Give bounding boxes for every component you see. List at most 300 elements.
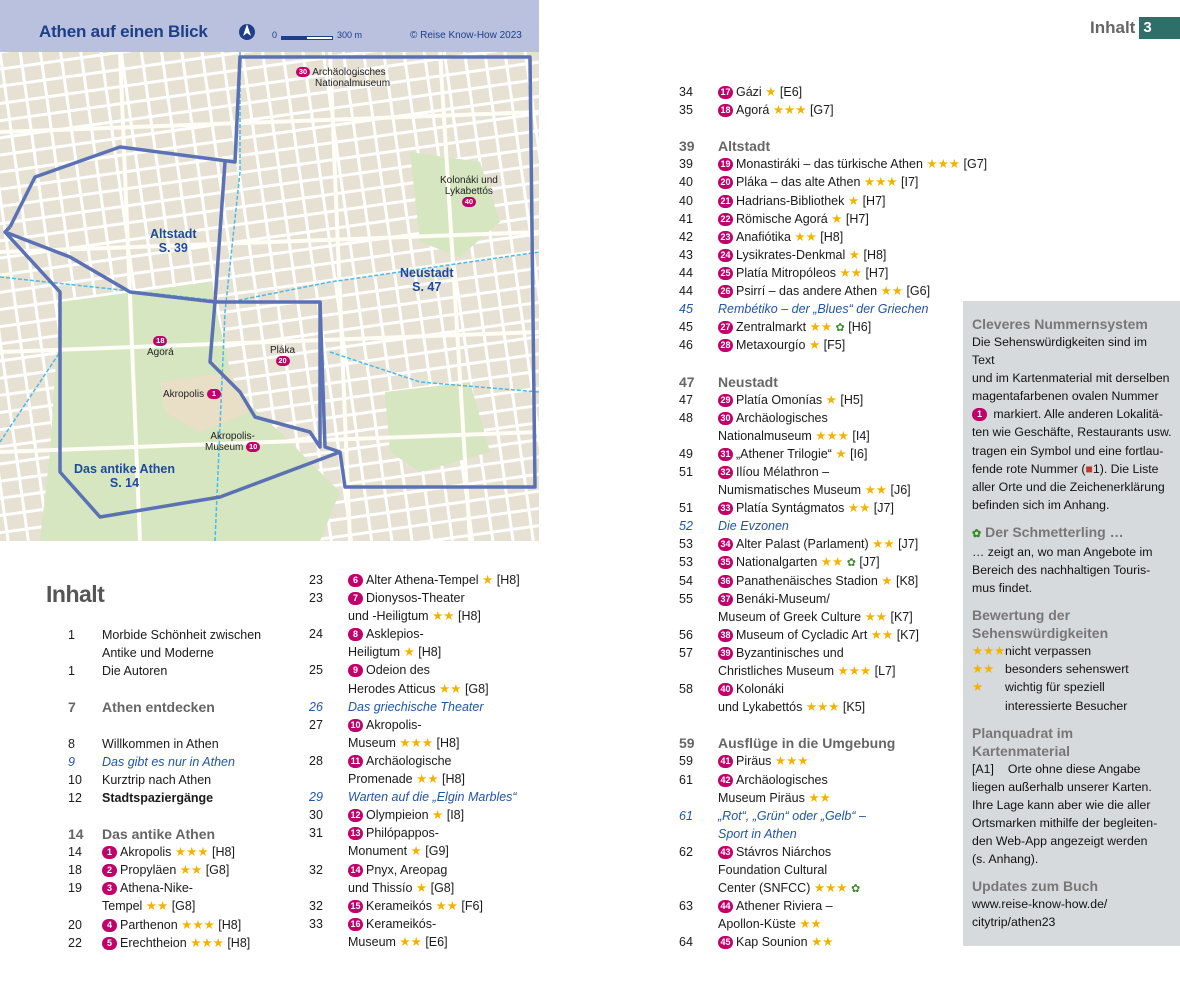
toc-title: Kurztrip nach Athen	[102, 772, 212, 787]
toc-entry[interactable]	[679, 318, 969, 336]
sight-number-badge: 24	[718, 249, 733, 262]
toc-entry[interactable]	[68, 897, 298, 915]
toc-entry[interactable]	[679, 300, 969, 318]
rating-stars: ★	[972, 680, 984, 695]
rating-stars: ★★	[439, 681, 462, 696]
toc-page-number: 44	[679, 284, 693, 299]
toc-entry[interactable]	[679, 391, 969, 409]
toc-entry[interactable]	[679, 210, 969, 228]
district-label-antike[interactable]: Das antike Athen S. 14	[74, 462, 175, 490]
toc-page-number: 32	[309, 898, 323, 913]
toc-entry-text	[718, 572, 918, 590]
toc-entry[interactable]	[68, 771, 298, 789]
toc-entry[interactable]	[309, 770, 549, 788]
toc-entry[interactable]	[679, 897, 969, 915]
toc-entry-text	[718, 318, 871, 337]
toc-entry-text	[102, 644, 214, 662]
rating-stars: ★★	[399, 934, 422, 949]
sight-number-badge: 31	[718, 448, 733, 461]
sight-number-badge: 25	[718, 267, 733, 280]
grid-reference: [H5]	[840, 392, 864, 407]
toc-page-number: 24	[309, 627, 323, 642]
toc-entry[interactable]	[309, 824, 549, 842]
toc-page-number: 61	[679, 808, 693, 823]
toc-spacer	[68, 807, 298, 825]
toc-entry[interactable]	[679, 662, 969, 680]
sight-number-badge: 18	[718, 104, 733, 117]
toc-entry-text	[718, 752, 809, 770]
rating-stars: ★	[881, 573, 893, 588]
toc-page-number: 33	[309, 916, 323, 931]
rating-stars: ★★★	[190, 935, 224, 950]
rating-stars: ★★	[794, 229, 817, 244]
toc-entry[interactable]	[679, 499, 969, 517]
toc-entry-text	[348, 788, 517, 806]
toc-entry[interactable]	[679, 535, 969, 553]
grid-reference: [H8]	[496, 573, 520, 587]
toc-entry-text	[718, 608, 913, 626]
toc-entry-text	[102, 753, 235, 771]
toc-entry-text	[718, 825, 797, 843]
toc-entry[interactable]	[679, 590, 969, 608]
toc-entry[interactable]	[679, 173, 969, 191]
toc-entry[interactable]	[679, 572, 969, 590]
toc-title: Athener Riviera –	[736, 899, 833, 914]
toc-entry[interactable]	[309, 806, 549, 824]
butterfly-icon: ✿	[850, 883, 861, 896]
toc-entry[interactable]	[679, 644, 969, 662]
toc-entry[interactable]	[68, 735, 298, 753]
toc-entry-text	[718, 445, 867, 463]
toc-entry[interactable]	[68, 789, 298, 807]
toc-entry[interactable]	[68, 934, 298, 952]
toc-section[interactable]	[679, 137, 969, 155]
shop-icon: ■	[1085, 461, 1093, 476]
rating-stars: ★	[410, 844, 422, 859]
sight-number-badge: 8	[348, 628, 363, 641]
toc-entry-text	[348, 806, 464, 824]
map-marker[interactable]: 18	[153, 336, 167, 346]
toc-column-1	[68, 626, 298, 952]
sight-number-badge: 5	[102, 937, 117, 950]
rating-stars: ★★★	[837, 664, 872, 678]
sidebar-grid: Planquadrat im Kartenmaterial [A1] Orte ohne diese Angabe liegen außerhalb unserer Karten. Ihre Lage kann aber wie die aller Ortsmarken mithilfe der begleiten- den Web-App angezeigt werden (s. Anhang).	[972, 724, 1158, 867]
toc-entry[interactable]	[309, 879, 549, 897]
rating-stars: ★★★	[815, 428, 849, 443]
toc-entry-text	[102, 789, 213, 807]
sight-number-badge: 1	[102, 846, 117, 859]
toc-page-number: 59	[679, 754, 693, 769]
toc-entry-text	[102, 735, 219, 753]
rating-stars: ★★	[808, 790, 831, 805]
toc-entry-text	[718, 662, 895, 680]
map-marker[interactable]: 20	[276, 356, 290, 366]
grid-reference: [G7]	[963, 157, 988, 172]
toc-entry[interactable]	[679, 101, 969, 119]
toc-page-number: 32	[309, 862, 323, 877]
rating-stars: ★	[765, 85, 777, 99]
toc-title: Alter Palast (Parlament)	[736, 537, 869, 552]
sight-number-badge: 33	[718, 502, 733, 515]
toc-title: Stávros Niárchos	[736, 844, 832, 859]
toc-entry-text	[348, 571, 520, 589]
toc-entry-text	[718, 463, 829, 481]
rating-stars: ★★★	[181, 917, 215, 932]
toc-entry-text	[348, 698, 483, 716]
toc-entry-text	[718, 734, 895, 752]
toc-title: Piräus	[736, 754, 772, 769]
grid-reference: [I8]	[446, 808, 465, 823]
toc-title: „Rot“, „Grün“ oder „Gelb“ –	[718, 808, 866, 823]
toc-entry[interactable]	[309, 915, 549, 933]
toc-entry-text	[718, 698, 865, 716]
toc-entry[interactable]	[309, 643, 549, 661]
toc-entry[interactable]	[679, 680, 969, 698]
toc-title: Römische Agorá	[736, 211, 828, 226]
rating-stars: ★★	[811, 935, 834, 950]
toc-entry[interactable]	[68, 662, 298, 680]
rating-stars: ★★★	[813, 881, 848, 896]
map-label-kolonaki: Kolonáki und Lykabettós 40	[440, 175, 498, 207]
toc-page-number: 9	[68, 754, 75, 769]
grid-reference: [F5]	[823, 338, 846, 353]
toc-entry-text	[718, 282, 930, 300]
toc-entry-text	[348, 716, 422, 734]
toc-page-number: 20	[68, 917, 82, 932]
toc-entry[interactable]	[679, 445, 969, 463]
toc-page-number: 46	[679, 338, 693, 353]
rating-stars: ★★	[880, 284, 903, 299]
toc-entry[interactable]	[68, 644, 298, 662]
toc-page-number: 52	[679, 519, 693, 534]
toc-entry[interactable]	[679, 698, 969, 716]
toc-entry-text	[348, 643, 441, 661]
toc-entry[interactable]	[68, 843, 298, 861]
toc-entry[interactable]	[68, 916, 298, 934]
toc-entry[interactable]	[679, 463, 969, 481]
grid-reference: [G8]	[205, 863, 230, 878]
sight-number-badge: 22	[718, 213, 733, 226]
toc-entry-text	[102, 626, 261, 644]
rating-stars: ★★	[435, 898, 458, 913]
toc-title: und Lykabettós	[718, 700, 803, 715]
toc-entry[interactable]	[679, 861, 969, 879]
toc-entry[interactable]	[679, 246, 969, 264]
toc-entry-text	[718, 843, 831, 861]
updates-link[interactable]: citytrip/athen23	[972, 915, 1056, 930]
rating-stars: ★	[808, 338, 821, 353]
toc-entry[interactable]	[309, 661, 549, 679]
toc-title: Tempel	[102, 899, 143, 914]
toc-title: Zentralmarkt	[736, 320, 807, 335]
rating-stars: ★	[835, 446, 847, 461]
map-marker[interactable]: 30	[296, 67, 310, 77]
toc-entry[interactable]	[309, 571, 549, 589]
toc-entry[interactable]	[309, 625, 549, 643]
toc-entry[interactable]	[679, 825, 969, 843]
grid-reference: [H8]	[227, 935, 251, 950]
toc-title: Museum Piräus	[718, 790, 805, 805]
toc-title: Die Evzonen	[718, 519, 789, 534]
grid-reference: [H8]	[436, 735, 460, 750]
map-marker[interactable]: 40	[462, 197, 476, 207]
rating-row	[972, 697, 1172, 715]
toc-title: Akropolis-	[366, 717, 422, 732]
toc-entry[interactable]	[68, 626, 298, 644]
toc-page-number: 23	[309, 591, 323, 606]
sidebar-rating: Bewertung der Sehenswürdigkeiten ★★★nicht verpassen ★★ besonders sehenswert ★ wichtig für speziell interessierte Besucher	[972, 606, 1172, 714]
toc-entry-text	[348, 861, 447, 879]
grid-reference: [I6]	[850, 446, 868, 461]
toc-title: Museum of Greek Culture	[718, 609, 862, 624]
toc-entry[interactable]	[679, 282, 969, 300]
toc-entry-text	[718, 373, 778, 391]
toc-entry[interactable]	[68, 861, 298, 879]
toc-page-number: 41	[679, 211, 693, 226]
toc-entry[interactable]	[679, 843, 969, 861]
toc-entry-text	[102, 897, 195, 915]
scale-bar	[281, 36, 333, 40]
rating-stars: ★★★	[772, 103, 807, 118]
toc-page-number: 23	[309, 573, 323, 587]
sight-number-badge: 34	[718, 538, 733, 551]
toc-entry[interactable]	[309, 607, 549, 625]
grid-reference: [J6]	[890, 483, 911, 498]
toc-entry-text	[718, 137, 770, 155]
toc-title: Ausflüge in die Umgebung	[718, 735, 896, 752]
sight-number-badge: 27	[718, 321, 733, 334]
toc-entry-text	[718, 915, 822, 933]
toc-entry[interactable]	[309, 716, 549, 734]
toc-title: Stadtspaziergänge	[102, 790, 214, 805]
toc-entry[interactable]	[679, 807, 969, 825]
sight-number-badge: 41	[718, 755, 733, 768]
toc-title: Olympieion	[366, 808, 429, 823]
toc-entry-text	[718, 300, 929, 318]
toc-title: Parthenon	[120, 917, 178, 932]
toc-title: Willkommen in Athen	[102, 736, 219, 751]
toc-entry-text	[348, 680, 489, 698]
toc-title: Museum	[348, 934, 396, 949]
toc-title: Neustadt	[718, 373, 778, 390]
toc-entry[interactable]	[679, 228, 969, 246]
grid-reference: [H7]	[862, 193, 886, 208]
toc-entry[interactable]	[309, 752, 549, 770]
page-tab-label: Inhalt	[1090, 18, 1136, 37]
toc-entry[interactable]	[309, 589, 549, 607]
grid-reference: [H8]	[457, 609, 481, 624]
toc-entry[interactable]	[679, 608, 969, 626]
toc-entry[interactable]	[68, 753, 298, 771]
toc-entry-text	[348, 661, 430, 679]
toc-entry[interactable]	[679, 155, 988, 173]
toc-entry[interactable]	[309, 861, 549, 879]
toc-entry[interactable]	[679, 626, 969, 644]
sight-number-badge: 44	[718, 900, 733, 913]
grid-reference: [H8]	[418, 645, 442, 660]
toc-page-number: 27	[309, 717, 323, 732]
toc-title: Archäologisches	[736, 410, 828, 425]
rating-stars: ★★	[179, 863, 203, 878]
overview-map	[0, 0, 539, 541]
toc-entry[interactable]	[679, 427, 969, 445]
butterfly-icon: ✿	[972, 527, 982, 540]
toc-entry-text	[718, 499, 894, 517]
rating-stars: ★	[482, 573, 494, 587]
district-label-altstadt[interactable]: Altstadt S. 39	[150, 227, 197, 255]
rating-stars: ★	[403, 645, 415, 660]
toc-entry[interactable]	[679, 879, 969, 897]
toc-entry[interactable]	[68, 879, 298, 897]
page-tab	[1090, 18, 1180, 38]
sight-number-badge: 13	[348, 827, 363, 840]
grid-reference: [J7]	[873, 501, 894, 516]
sight-number-badge: 4	[102, 919, 117, 932]
district-label-neustadt[interactable]: Neustadt S. 47	[400, 266, 454, 294]
scale-end-label: 300 m	[337, 30, 363, 40]
sight-number-badge: 23	[718, 231, 733, 244]
toc-entry[interactable]	[679, 264, 969, 282]
sight-number-badge: 38	[718, 629, 733, 642]
toc-title: Erechtheion	[120, 935, 187, 950]
toc-title: Archäologisches	[736, 772, 828, 787]
rating-stars: ★★	[870, 627, 894, 642]
toc-title: Museum	[348, 735, 396, 750]
sight-number-badge: 12	[348, 809, 363, 822]
sight-number-badge: 19	[718, 158, 733, 171]
sight-number-badge: 6	[348, 574, 363, 587]
grid-reference: [K5]	[842, 700, 866, 715]
toc-section[interactable]	[679, 373, 969, 391]
toc-entry-text	[102, 879, 193, 897]
toc-entry[interactable]	[679, 192, 969, 210]
toc-title: Akropolis	[120, 845, 172, 860]
sight-number-badge: 39	[718, 647, 733, 660]
toc-column-3	[679, 83, 988, 952]
rating-stars: ★★	[864, 483, 887, 498]
toc-entry[interactable]	[679, 83, 969, 101]
toc-entry-text	[102, 843, 235, 861]
toc-page-number: 42	[679, 229, 693, 244]
toc-entry[interactable]	[679, 481, 969, 499]
toc-entry-text	[348, 589, 465, 607]
toc-entry-text	[348, 933, 448, 951]
toc-entry-text	[348, 625, 424, 643]
sight-number-badge: 37	[718, 593, 733, 606]
toc-entry[interactable]	[679, 752, 969, 770]
toc-entry-text	[718, 173, 918, 191]
toc-entry[interactable]	[679, 771, 969, 789]
toc-page-number: 47	[679, 392, 693, 407]
rating-stars: ★★★	[774, 754, 809, 769]
rating-stars: ★★	[839, 265, 862, 280]
toc-title: Kerameikós-	[366, 916, 437, 931]
toc-entry-text	[348, 915, 436, 933]
rating-stars: ★★	[972, 662, 995, 677]
toc-title: Sport in Athen	[718, 826, 797, 841]
toc-page-number: 43	[679, 247, 693, 262]
toc-entry-text	[718, 481, 911, 499]
toc-page-number: 29	[309, 790, 323, 805]
toc-title: Benáki-Museum/	[736, 591, 830, 606]
grid-reference: [L7]	[874, 664, 896, 678]
toc-spacer	[679, 354, 969, 372]
toc-title: Numismatisches Museum	[718, 483, 862, 498]
toc-entry[interactable]	[679, 933, 969, 951]
map-label-akropolis: Akropolis 1	[163, 389, 221, 400]
toc-entry[interactable]	[679, 915, 969, 933]
toc-title: Foundation Cultural	[718, 863, 828, 878]
toc-entry-text	[718, 427, 870, 445]
toc-title: Panathenäisches Stadion	[736, 573, 878, 588]
toc-entry[interactable]	[309, 734, 549, 752]
map-label-arch-museum: 30 Archäologisches Nationalmuseum	[296, 67, 390, 89]
toc-entry[interactable]	[679, 409, 969, 427]
toc-section[interactable]	[68, 698, 298, 716]
toc-section[interactable]	[68, 825, 298, 843]
toc-title: Kap Sounion	[736, 935, 808, 950]
info-sidebar	[963, 301, 1180, 946]
toc-title: Monument	[348, 844, 408, 859]
toc-entry[interactable]	[309, 680, 549, 698]
toc-page-number: 1	[68, 628, 75, 642]
toc-entry[interactable]	[309, 842, 549, 860]
sight-number-badge: 16	[348, 918, 363, 931]
toc-entry-text	[348, 607, 481, 625]
toc-page-number: 51	[679, 501, 693, 516]
toc-title: Platía Syntágmatos	[736, 501, 845, 516]
toc-title: Pnyx, Areopag	[366, 862, 448, 877]
toc-title: Center (SNFCC)	[718, 881, 811, 896]
toc-entry[interactable]	[309, 788, 549, 806]
grid-reference: [H6]	[848, 320, 872, 335]
toc-entry-text	[718, 789, 831, 807]
rating-text: nicht verpassen	[1005, 644, 1092, 659]
sight-number-badge: 32	[718, 466, 733, 479]
toc-entry[interactable]	[679, 336, 969, 354]
map-marker[interactable]: 10	[246, 442, 260, 452]
toc-entry[interactable]	[679, 789, 969, 807]
sight-number-badge: 10	[348, 719, 363, 732]
toc-entry[interactable]	[309, 897, 549, 915]
updates-link[interactable]: www.reise-know-how.de/	[972, 897, 1108, 912]
sight-number-badge: 7	[348, 592, 363, 605]
toc-title: Christliches Museum	[718, 664, 835, 678]
toc-entry[interactable]	[309, 698, 549, 716]
toc-entry[interactable]	[679, 517, 969, 535]
grid-reference: [H8]	[212, 845, 235, 860]
toc-title: Altstadt	[718, 138, 771, 155]
grid-reference: [G8]	[464, 681, 489, 696]
toc-entry[interactable]	[679, 553, 969, 571]
toc-entry-text	[718, 264, 888, 282]
toc-entry-text	[718, 535, 918, 553]
map-marker[interactable]: 1	[207, 389, 221, 399]
toc-entry-text	[718, 553, 880, 572]
toc-page-number: 40	[679, 193, 693, 208]
rating-stars: ★	[848, 247, 860, 262]
page-number: 3	[1139, 17, 1180, 39]
rating-stars: ★	[847, 193, 860, 208]
toc-title: Nationalmuseum	[718, 428, 812, 443]
grid-reference: [I4]	[852, 428, 870, 443]
toc-entry-text	[348, 770, 465, 788]
toc-title: Museum of Cycladic Art	[736, 627, 868, 642]
toc-page-number: 54	[679, 573, 693, 588]
toc-section[interactable]	[679, 734, 969, 752]
toc-entry[interactable]	[309, 933, 549, 951]
toc-page-number: 18	[68, 863, 82, 878]
